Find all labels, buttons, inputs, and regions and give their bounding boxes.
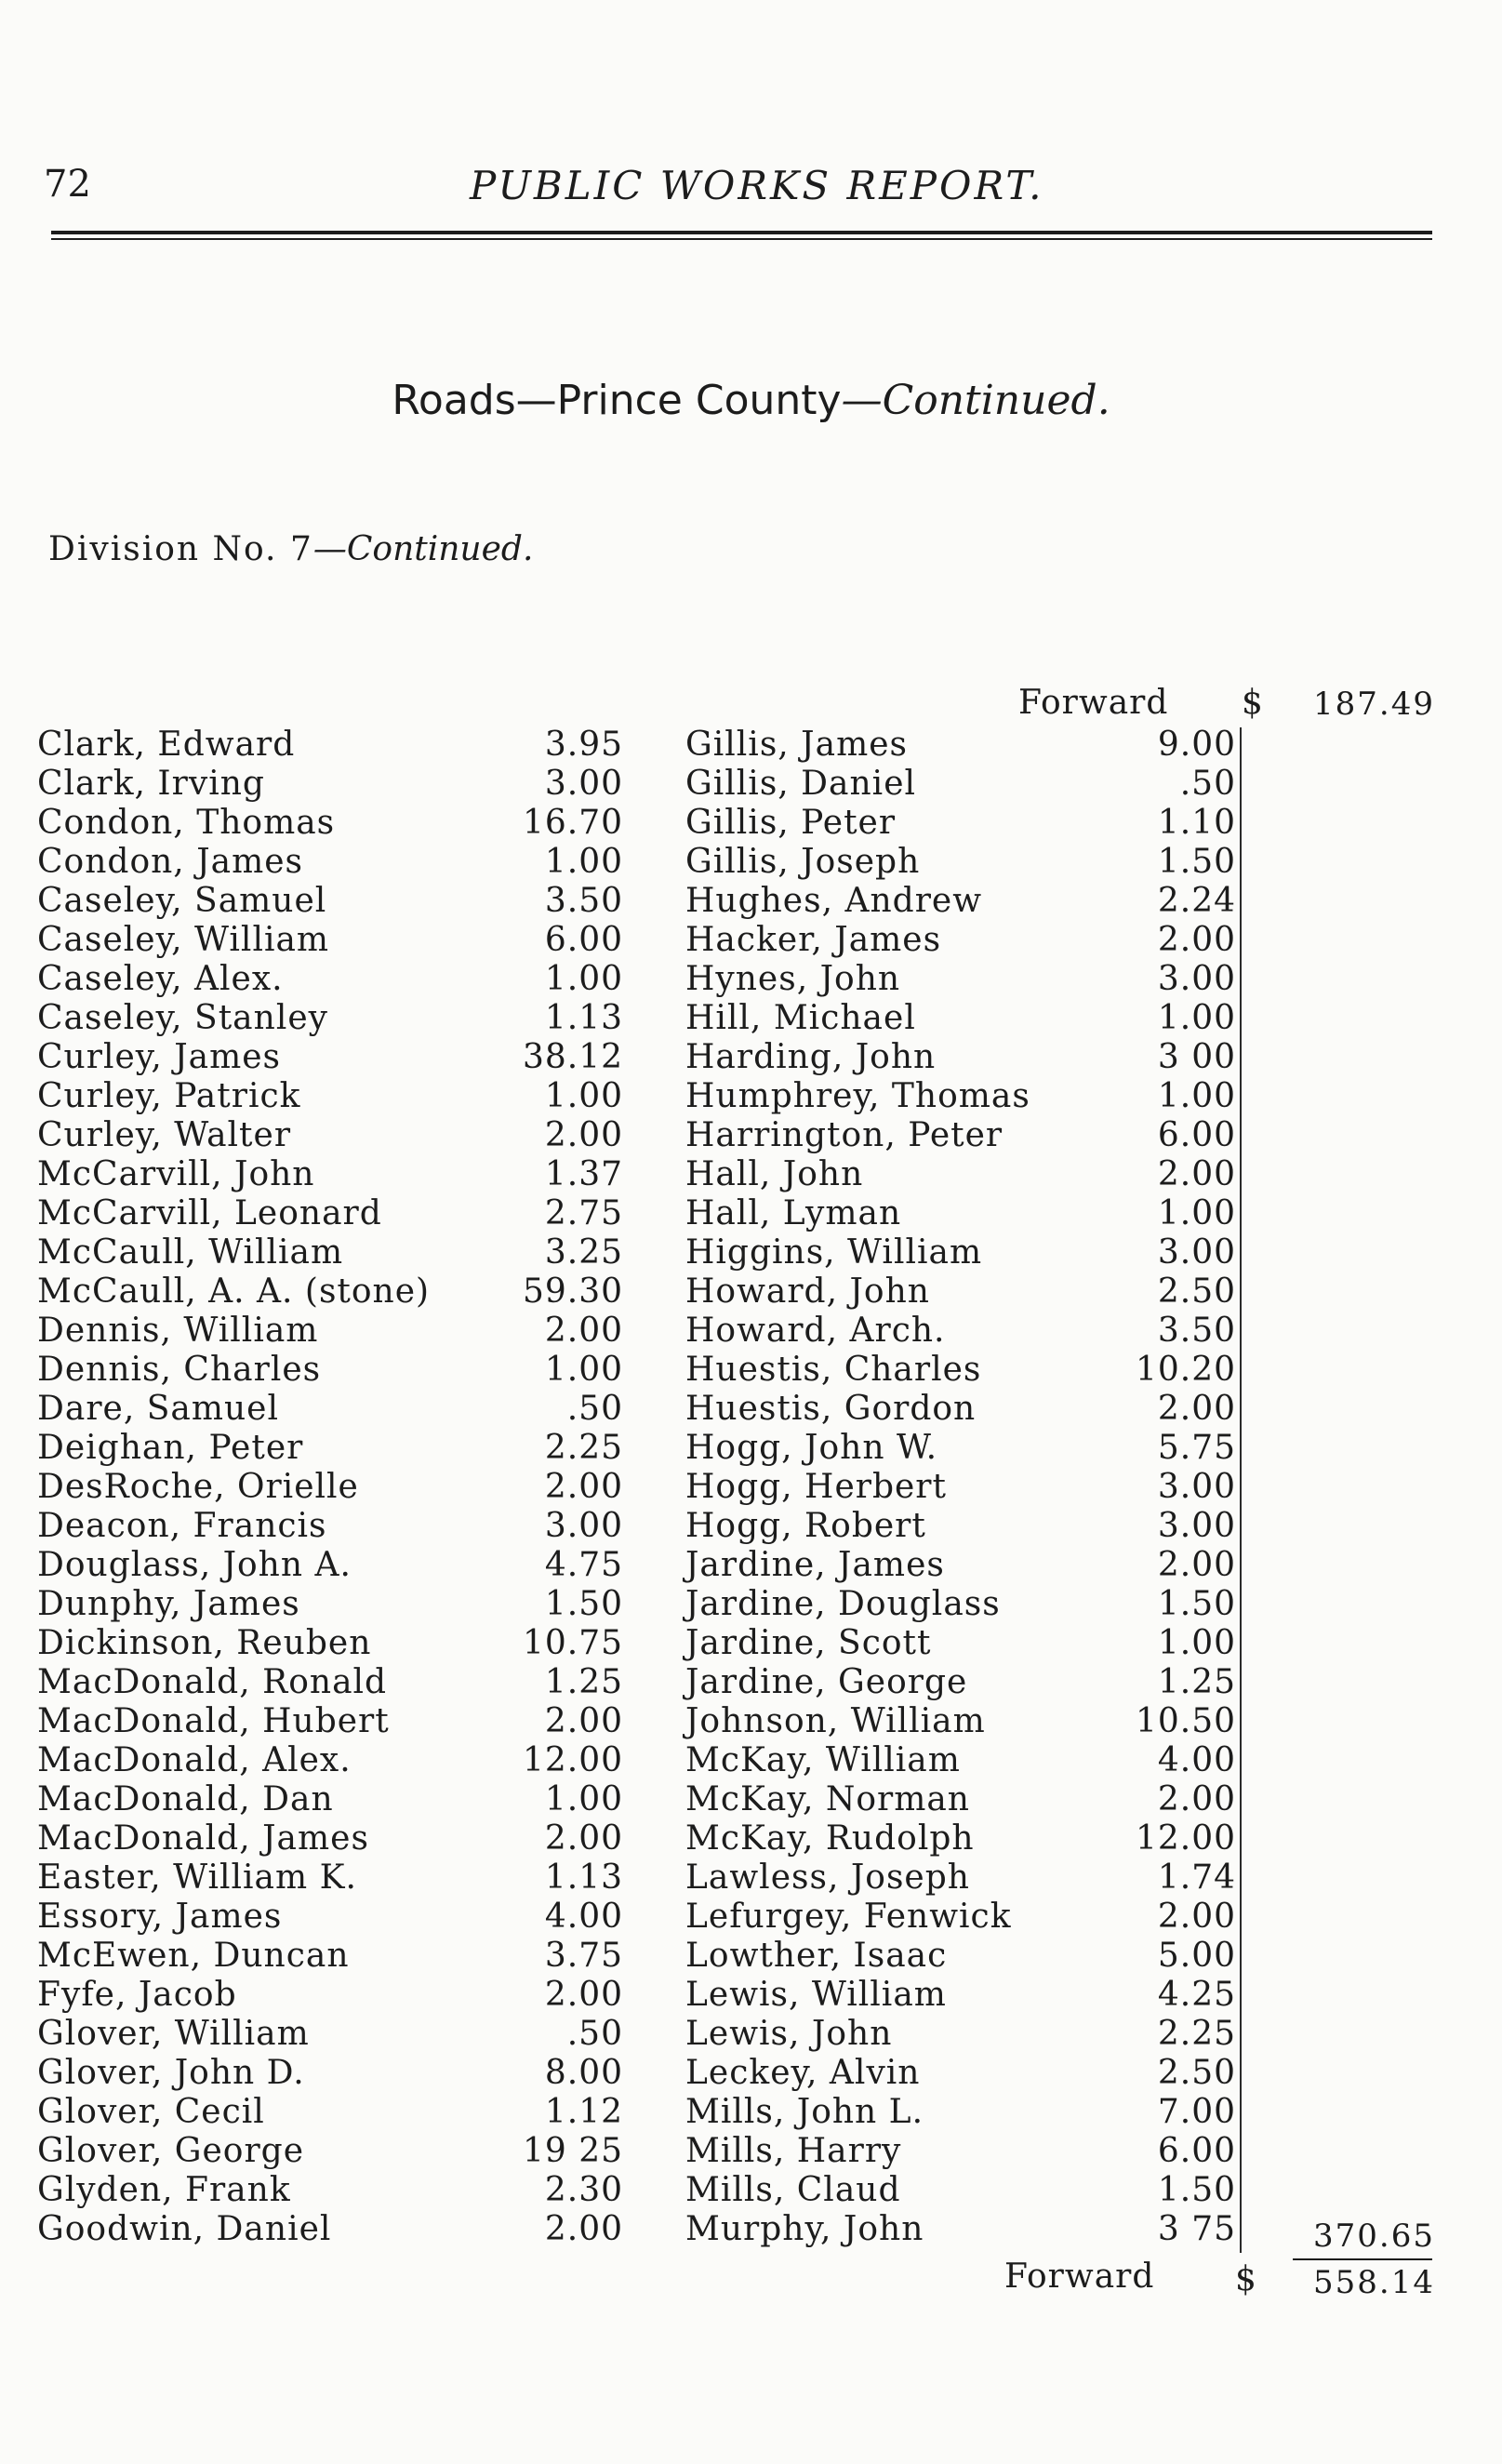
payment-amount: 1.37 [544,1155,623,1193]
ledger-row [37,921,623,960]
payee-name: Dickinson, Reuben [37,1624,372,1662]
payment-amount: 2.00 [1157,1155,1236,1193]
payment-amount: .50 [566,2015,623,2053]
payment-amount: 6.00 [544,921,623,959]
payment-amount: 12.00 [1135,1819,1236,1858]
payee-name: Dunphy, James [37,1585,300,1623]
section-title-continued: —Continued. [841,377,1110,424]
payee-name: Lowther, Isaac [685,1937,948,1975]
payment-amount: 2.50 [1157,1272,1236,1311]
payment-amount: 2.00 [1157,921,1236,959]
left-column-list [37,726,623,2249]
ledger-row [37,1702,623,1741]
payee-name: Caseley, Stanley [37,999,328,1037]
payment-amount: 3.95 [544,726,623,764]
payee-name: Curley, James [37,1038,282,1076]
payee-name: Mills, John L. [685,2093,924,2131]
ledger-row [685,1312,1243,1351]
payment-amount: 1.13 [544,999,623,1037]
payment-amount: 8.00 [544,2054,623,2092]
ledger-row [685,1858,1243,1898]
payee-name: Howard, John [685,1272,930,1311]
ledger-row [37,1937,623,1976]
ledger-row [685,1233,1243,1272]
ledger-row [37,1624,623,1663]
payment-amount: 3.00 [1157,1468,1236,1506]
ledger-row [685,1351,1243,1390]
ledger-row [685,2132,1243,2171]
ledger-row [685,1429,1243,1468]
ledger-row [37,1780,623,1819]
payee-name: Jardine, Douglass [685,1585,1001,1623]
ledger-row [37,1468,623,1507]
payment-amount: 2.24 [1157,882,1236,920]
ledger-row [685,2054,1243,2093]
payee-name: Lefurgey, Fenwick [685,1898,1012,1936]
payee-name: Glyden, Frank [37,2171,291,2209]
ledger-row [37,999,623,1038]
ledger-row [685,2015,1243,2054]
division-label: Division No. 7 [48,530,313,568]
payment-amount: 5.75 [1157,1429,1236,1467]
payee-name: Curley, Patrick [37,1077,301,1115]
ledger-row [685,1976,1243,2015]
section-title: Roads—Prince County [392,377,842,424]
header-rule-thin [51,238,1432,240]
payment-amount: 1.00 [1157,1624,1236,1662]
payee-name: Condon, Thomas [37,804,336,842]
running-title: PUBLIC WORKS REPORT. [470,163,1044,208]
ledger-row [37,1546,623,1585]
ledger-row [685,1077,1243,1116]
payment-amount: 3.00 [544,765,623,803]
payee-name: Hall, Lyman [685,1194,902,1232]
payment-amount: 1.50 [1157,1585,1236,1623]
payment-amount: 1.50 [1157,2171,1236,2209]
payment-amount: 10.20 [1135,1351,1236,1389]
total-rule [1293,2258,1432,2260]
payment-amount: 3.00 [1157,1507,1236,1545]
payee-name: Huestis, Gordon [685,1390,977,1428]
ledger-row [37,1233,623,1272]
payee-name: MacDonald, Ronald [37,1663,388,1701]
payment-amount: 38.12 [522,1038,623,1076]
payment-amount: 3.00 [544,1507,623,1545]
payee-name: Essory, James [37,1898,283,1936]
payee-name: McCaull, A. A. (stone) [37,1272,431,1311]
ledger-row [37,1741,623,1780]
ledger-row [685,1624,1243,1663]
ledger-row [685,1194,1243,1233]
payee-name: Deighan, Peter [37,1429,304,1467]
payee-name: Howard, Arch. [685,1312,946,1350]
payment-amount: 2.25 [1157,2015,1236,2053]
ledger-row [37,2132,623,2171]
ledger-row [37,843,623,882]
ledger-row [37,1312,623,1351]
division-continued: —Continued. [312,530,534,568]
ledger-row [685,2210,1243,2249]
payment-amount: 1.00 [544,1077,623,1115]
ledger-row [685,1468,1243,1507]
forward-bottom-label: Forward [1004,2258,1155,2296]
ledger-row [37,1663,623,1702]
ledger-row [37,1585,623,1624]
payee-name: Glover, John D. [37,2054,305,2092]
payee-name: Gillis, Peter [685,804,897,842]
payee-name: Glover, Cecil [37,2093,265,2131]
payment-amount: 2.00 [544,1468,623,1506]
payment-amount: .50 [1179,765,1236,803]
ledger-row [685,1780,1243,1819]
payee-name: Hacker, James [685,921,942,959]
payee-name: McKay, William [685,1741,961,1779]
payment-amount: 4.75 [544,1546,623,1584]
ledger-row [37,1272,623,1312]
ledger-row [685,1116,1243,1155]
payee-name: Harding, John [685,1038,937,1076]
payment-amount: 2.00 [1157,1390,1236,1428]
payee-name: Lewis, John [685,2015,893,2053]
ledger-row [685,1546,1243,1585]
payee-name: Easter, William K. [37,1858,357,1897]
payment-amount: 2.00 [544,1116,623,1154]
payment-amount: 9.00 [1157,726,1236,764]
payee-name: Leckey, Alvin [685,2054,921,2092]
payee-name: Glover, William [37,2015,310,2053]
payment-amount: 2.50 [1157,2054,1236,2092]
forward-bottom-currency: $ [1235,2260,1256,2298]
ledger-row [37,2210,623,2249]
payee-name: Gillis, Joseph [685,843,921,881]
ledger-row [685,921,1243,960]
section-heading [0,377,1502,424]
payment-amount: 1.25 [1157,1663,1236,1701]
payment-amount: 1.00 [1157,1194,1236,1232]
ledger-row [685,1898,1243,1937]
ledger-row [37,1898,623,1937]
ledger-row [685,882,1243,921]
payee-name: Glover, George [37,2132,305,2170]
forward-bottom-amount: 558.14 [1313,2264,1435,2301]
payee-name: Dennis, William [37,1312,319,1350]
ledger-row [685,1507,1243,1546]
payment-amount: 2.00 [544,1819,623,1858]
payment-amount: 3.50 [1157,1312,1236,1350]
payment-amount: 2.00 [1157,1546,1236,1584]
payee-name: DesRoche, Orielle [37,1468,359,1506]
payment-amount: 6.00 [1157,1116,1236,1154]
payee-name: Hogg, Robert [685,1507,926,1545]
payment-amount: 59.30 [522,1272,623,1311]
payee-name: MacDonald, Alex. [37,1741,352,1779]
payee-name: Caseley, Alex. [37,960,284,998]
payment-amount: 1.13 [544,1858,623,1897]
payee-name: Gillis, Daniel [685,765,917,803]
payment-amount: 1.12 [544,2093,623,2131]
ledger-row [685,2093,1243,2132]
payment-amount: 1.00 [1157,1077,1236,1115]
ledger-row [685,1663,1243,1702]
payment-amount: 2.00 [1157,1780,1236,1818]
payment-amount: 5.00 [1157,1937,1236,1975]
payment-amount: 19 25 [522,2132,623,2170]
payment-amount: 2.30 [544,2171,623,2209]
payee-name: McCarvill, John [37,1155,315,1193]
payment-amount: 1.00 [544,1351,623,1389]
payee-name: McCaull, William [37,1233,344,1272]
ledger-row [685,1390,1243,1429]
payment-amount: 16.70 [522,804,623,842]
payment-amount: 3.75 [544,1937,623,1975]
ledger-row [37,726,623,765]
ledger-row [685,1937,1243,1976]
ledger-row [37,1194,623,1233]
ledger-row [37,1507,623,1546]
payment-amount: 1.50 [1157,843,1236,881]
ledger-row [685,1741,1243,1780]
page-number: 72 [44,163,91,206]
payee-name: Curley, Walter [37,1116,292,1154]
payment-amount: 1.50 [544,1585,623,1623]
ledger-row [685,960,1243,999]
payee-name: Hall, John [685,1155,864,1193]
ledger-row [37,882,623,921]
payee-name: Fyfe, Jacob [37,1976,237,2014]
page-total-amount: 370.65 [1313,2218,1435,2255]
ledger-row [37,2093,623,2132]
ledger-row [685,804,1243,843]
ledger-row [37,804,623,843]
payee-name: Mills, Harry [685,2132,902,2170]
payee-name: Gillis, James [685,726,908,764]
payment-amount: 1.00 [544,960,623,998]
payment-amount: 2.75 [544,1194,623,1232]
payee-name: Dare, Samuel [37,1390,279,1428]
payment-amount: 1.00 [1157,999,1236,1037]
ledger-row [685,1702,1243,1741]
payee-name: MacDonald, Hubert [37,1702,390,1740]
payment-amount: 1.25 [544,1663,623,1701]
payment-amount: 1.00 [544,843,623,881]
payee-name: Hughes, Andrew [685,882,983,920]
payee-name: Deacon, Francis [37,1507,327,1545]
payee-name: Murphy, John [685,2210,924,2248]
payment-amount: 3 75 [1157,2210,1236,2248]
forward-top-amount: 187.49 [1313,686,1435,723]
payee-name: Hogg, Herbert [685,1468,947,1506]
ledger-row [37,2015,623,2054]
payment-amount: 10.75 [522,1624,623,1662]
payee-name: Hill, Michael [685,999,916,1037]
payee-name: McKay, Norman [685,1780,970,1818]
ledger-row [37,1390,623,1429]
payee-name: Condon, James [37,843,304,881]
payment-amount: 4.00 [544,1898,623,1936]
ledger-row [685,2171,1243,2210]
ledger-row [37,1429,623,1468]
payment-amount: 2.00 [544,1312,623,1350]
payee-name: Mills, Claud [685,2171,901,2209]
payee-name: Lewis, William [685,1976,947,2014]
payment-amount: 10.50 [1135,1702,1236,1740]
ledger-row [37,1155,623,1194]
payee-name: Jardine, James [685,1546,945,1584]
ledger-row [37,2171,623,2210]
payment-amount: 2.00 [544,1702,623,1740]
ledger-row [37,2054,623,2093]
payment-amount: 6.00 [1157,2132,1236,2170]
ledger-row [37,1858,623,1898]
payee-name: McCarvill, Leonard [37,1194,382,1232]
payment-amount: 1.10 [1157,804,1236,842]
column-rule [1240,727,1242,2253]
payment-amount: 2.00 [544,1976,623,2014]
payment-amount: 4.25 [1157,1976,1236,2014]
payee-name: Douglass, John A. [37,1546,352,1584]
ledger-row [37,765,623,804]
payment-amount: 3.00 [1157,960,1236,998]
payee-name: Goodwin, Daniel [37,2210,332,2248]
payment-amount: 7.00 [1157,2093,1236,2131]
ledger-row [685,843,1243,882]
ledger-row [685,1038,1243,1077]
payee-name: MacDonald, James [37,1819,369,1858]
payment-amount: 2.00 [544,2210,623,2248]
payee-name: Jardine, George [685,1663,968,1701]
payee-name: Huestis, Charles [685,1351,982,1389]
payment-amount: 2.25 [544,1429,623,1467]
ledger-row [685,999,1243,1038]
payee-name: Humphrey, Thomas [685,1077,1030,1115]
payment-amount: 3.50 [544,882,623,920]
payee-name: McEwen, Duncan [37,1937,350,1975]
payment-amount: 3.00 [1157,1233,1236,1272]
payment-amount: 12.00 [522,1741,623,1779]
ledger-row [685,1272,1243,1312]
payment-amount: 3 00 [1157,1038,1236,1076]
payee-name: Jardine, Scott [685,1624,932,1662]
payment-amount: 1.00 [544,1780,623,1818]
payee-name: Hynes, John [685,960,901,998]
ledger-row [685,1155,1243,1194]
payee-name: Clark, Edward [37,726,296,764]
division-heading [48,530,533,568]
ledger-row [685,1819,1243,1858]
payee-name: McKay, Rudolph [685,1819,975,1858]
ledger-row [685,765,1243,804]
payment-amount: 3.25 [544,1233,623,1272]
ledger-row [37,1038,623,1077]
forward-top-currency: $ [1242,684,1263,722]
ledger-row [37,1116,623,1155]
payee-name: Clark, Irving [37,765,265,803]
ledger-row [37,1351,623,1390]
ledger-row [37,1077,623,1116]
payment-amount: 4.00 [1157,1741,1236,1779]
header-rule-thick [51,231,1432,234]
payment-amount: .50 [566,1390,623,1428]
right-column-list [685,726,1243,2249]
ledger-row [37,1976,623,2015]
payee-name: Caseley, William [37,921,330,959]
ledger-row [37,960,623,999]
payee-name: Harrington, Peter [685,1116,1004,1154]
payee-name: MacDonald, Dan [37,1780,334,1818]
payee-name: Higgins, William [685,1233,983,1272]
ledger-row [685,1585,1243,1624]
payee-name: Dennis, Charles [37,1351,322,1389]
payee-name: Lawless, Joseph [685,1858,970,1897]
forward-top-label: Forward [1018,684,1169,722]
payee-name: Hogg, John W. [685,1429,938,1467]
payee-name: Johnson, William [685,1702,986,1740]
ledger-row [37,1819,623,1858]
payee-name: Caseley, Samuel [37,882,327,920]
payment-amount: 1.74 [1157,1858,1236,1897]
payment-amount: 2.00 [1157,1898,1236,1936]
ledger-row [685,726,1243,765]
